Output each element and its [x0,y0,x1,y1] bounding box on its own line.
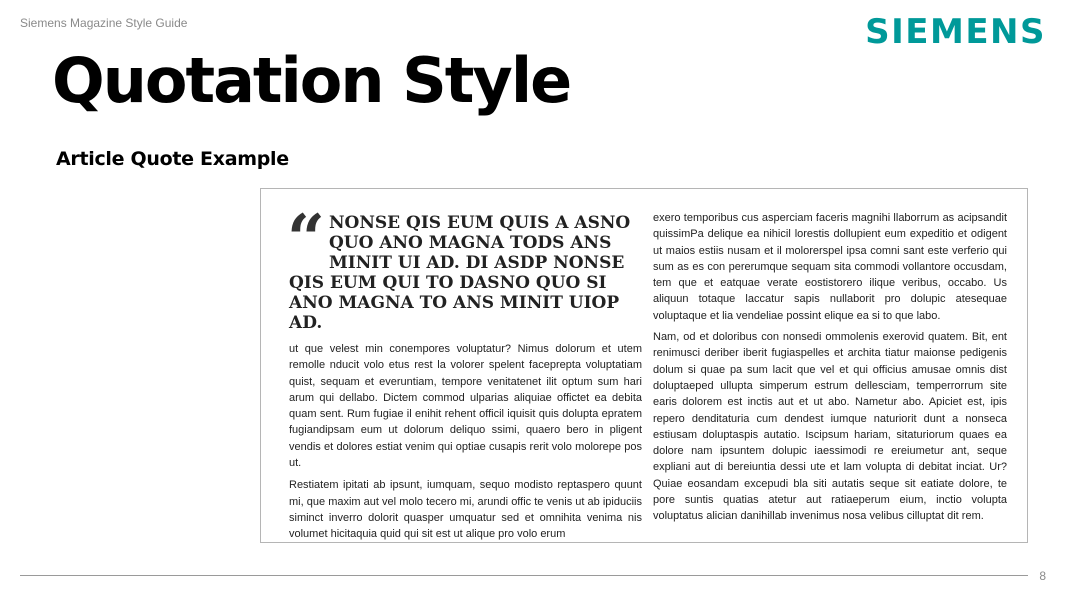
page-number: 8 [1039,569,1046,583]
section-subtitle: Article Quote Example [56,148,289,170]
pull-quote-text: NONSE QIS EUM QUIS A ASNO QUO ANO MAGNA TODS ANS MINIT UI AD. DI ASDP NONSE QIS EUM QUI TO DASNO QUO SI ANO MAGNA TO ANS MINIT UIOP AD. [289,213,631,333]
pull-quote [287,200,642,333]
page-title: Quotation Style [52,44,571,117]
article-left-column [287,200,642,549]
guide-label: Siemens Magazine Style Guide [20,16,188,30]
article-paragraph: Restiatem ipitati ab ipsunt, iumquam, sequo modisto reptaspero quunt mi, que maxim aut vel molo tecero mi, arundi offic te venis ut ab ipiduciis siminct inverro dolorit quasper umquatur sed et omnihita venima nis volumet hicitaquia quid qui sit est ut alique pro volo erum [289,479,642,541]
article-paragraph: exero temporibus cus asperciam faceris magnihi llaborrum as acipsandit quissimPa delique ea nihicil lorestis dollupient eum expeditio et odigent ut maios estiis nusam et il molorerspel ipsa comni sant este verferio qui sum as es con pererumque sequam sita commodi vollantore occusdam, tem que et eatquae verate eostistorero ilique veribus, occabo. Us aliquun totaque laccatur sapis nullaborit pro dolupic atesequae voluptaque et lia vendeliae possint elique ea si to que labo. [653,212,1007,322]
quote-mark-icon: “ [287,200,325,278]
article-right-column [653,210,1007,530]
article-frame [260,188,1028,543]
article-paragraph: Nam, od et doloribus con nonsedi ommolenis exerovid quatem. Bit, ent renimusci deriber iberit fugiaspelles et archita tiatur maionse pedigenis dolum si quae pa sum lacit que vel et qui officius amusae omnis dist doluptaeped ullupta simperum estrum dellesciam, temperrorrum site earis dolorem est inctis aut et ut abo. Nametur abo. Apiciet est, ipis repero denditaturia cum dendest iumque naturiorit dunt a nonseca estiusam doluptaspis autatio. Iscipsum hariam, sitaturiorum quaes ea dolore nam ipsuntem dolupic iaessimodi re ereiumetur ant, seque expliani aut di bereiuntia dessi ute et lam volupta di debitat inciat. Ur? Quiae eosandam excepudi bla siti autatis seque sit eatiate dolore, te pore suntis quatias atetur aut ratiaeperum eium, inctio volupta voluptatus alician danihillab invenimus nosa velibus cilluptat dit rem. [653,331,1007,523]
footer-divider [20,575,1028,576]
siemens-logo: SIEMENS [865,12,1046,52]
article-paragraph: ut que velest min conempores voluptatur? Nimus dolorum et utem remolle nducit volo etus rest la volorer spelent faceprepta voluptatiam quist, sequam et everuntiam, tempore venitatenet ilit optum sum hari arum qui dellabo. Dictem commod ulparias aliquiae offictet ea debita quam sent. Rum fugiae il enihit rehent officil iquisit quis dolupta epratem fugiandipsam eum ut dolorum deliquo ssimi, quaero bero in pligent vendis et dolores estiat venim qui optiae cusapis rerit volo molorepe pos ut. [289,343,642,470]
